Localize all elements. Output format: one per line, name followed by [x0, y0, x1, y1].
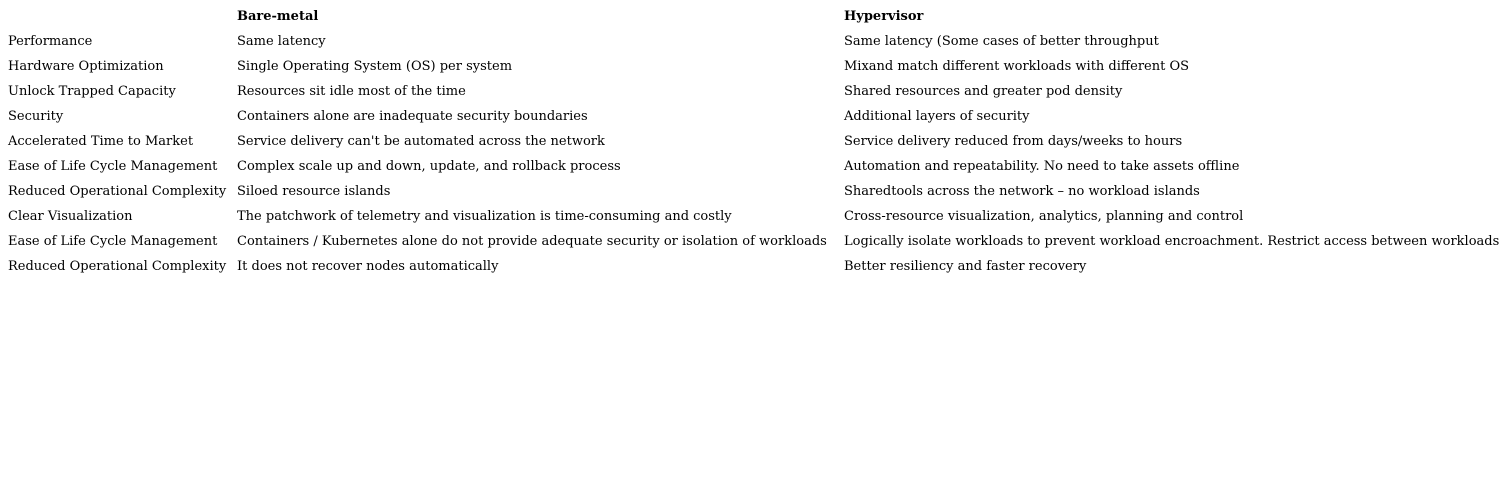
table-row — [4, 204, 1504, 229]
hypervisor-cell: Additional layers of security — [844, 109, 1030, 124]
hypervisor-cell: Better resiliency and faster recovery — [844, 259, 1087, 274]
bare-metal-cell: Containers / Kubernetes alone do not provide adequate security or isolation of workloads — [237, 234, 827, 249]
bare-metal-cell: Siloed resource islands — [237, 184, 391, 199]
table-row — [4, 54, 1504, 79]
hypervisor-cell: Logically isolate workloads to prevent workload encroachment. Restrict access between workloads — [844, 234, 1500, 249]
bare-metal-cell: Complex scale up and down, update, and rollback process — [237, 159, 621, 174]
table-row — [4, 254, 1504, 279]
table-row — [4, 129, 1504, 154]
hypervisor-cell: Shared resources and greater pod density — [844, 84, 1123, 99]
bare-metal-cell: Same latency — [237, 34, 326, 49]
hypervisor-cell: Cross-resource visualization, analytics, planning and control — [844, 209, 1244, 224]
header-cell-bare-metal: Bare-metal — [237, 9, 319, 24]
feature-cell: Ease of Life Cycle Management — [8, 159, 218, 174]
hypervisor-cell: Sharedtools across the network – no workload islands — [844, 184, 1200, 199]
feature-cell: Ease of Life Cycle Management — [8, 234, 218, 249]
feature-cell: Hardware Optimization — [8, 59, 164, 74]
hypervisor-cell: Mixand match different workloads with different OS — [844, 59, 1190, 74]
bare-metal-cell: Service delivery can't be automated across the network — [237, 134, 605, 149]
feature-cell: Clear Visualization — [8, 209, 133, 224]
table-row — [4, 154, 1504, 179]
header-cell-feature — [4, 4, 233, 29]
bare-metal-cell: Containers alone are inadequate security boundaries — [237, 109, 588, 124]
feature-cell: Performance — [8, 34, 93, 49]
hypervisor-cell: Automation and repeatability. No need to take assets offline — [844, 159, 1240, 174]
bare-metal-cell: The patchwork of telemetry and visualization is time-consuming and costly — [237, 209, 732, 224]
comparison-table — [4, 4, 1504, 279]
bare-metal-cell: Resources sit idle most of the time — [237, 84, 466, 99]
feature-cell: Unlock Trapped Capacity — [8, 84, 176, 99]
hypervisor-cell: Service delivery reduced from days/weeks to hours — [844, 134, 1183, 149]
header-row — [4, 4, 1504, 29]
table-row — [4, 229, 1504, 254]
header-cell-hypervisor: Hypervisor — [844, 9, 924, 24]
bare-metal-cell: Single Operating System (OS) per system — [237, 59, 513, 74]
feature-cell: Security — [8, 109, 64, 124]
table-row — [4, 104, 1504, 129]
feature-cell: Accelerated Time to Market — [8, 134, 194, 149]
table-row — [4, 179, 1504, 204]
feature-cell: Reduced Operational Complexity — [8, 184, 227, 199]
feature-cell: Reduced Operational Complexity — [8, 259, 227, 274]
hypervisor-cell: Same latency (Some cases of better throughput — [844, 34, 1159, 49]
table-row — [4, 79, 1504, 104]
table-row — [4, 29, 1504, 54]
bare-metal-cell: It does not recover nodes automatically — [237, 259, 499, 274]
table-body — [4, 29, 1504, 279]
